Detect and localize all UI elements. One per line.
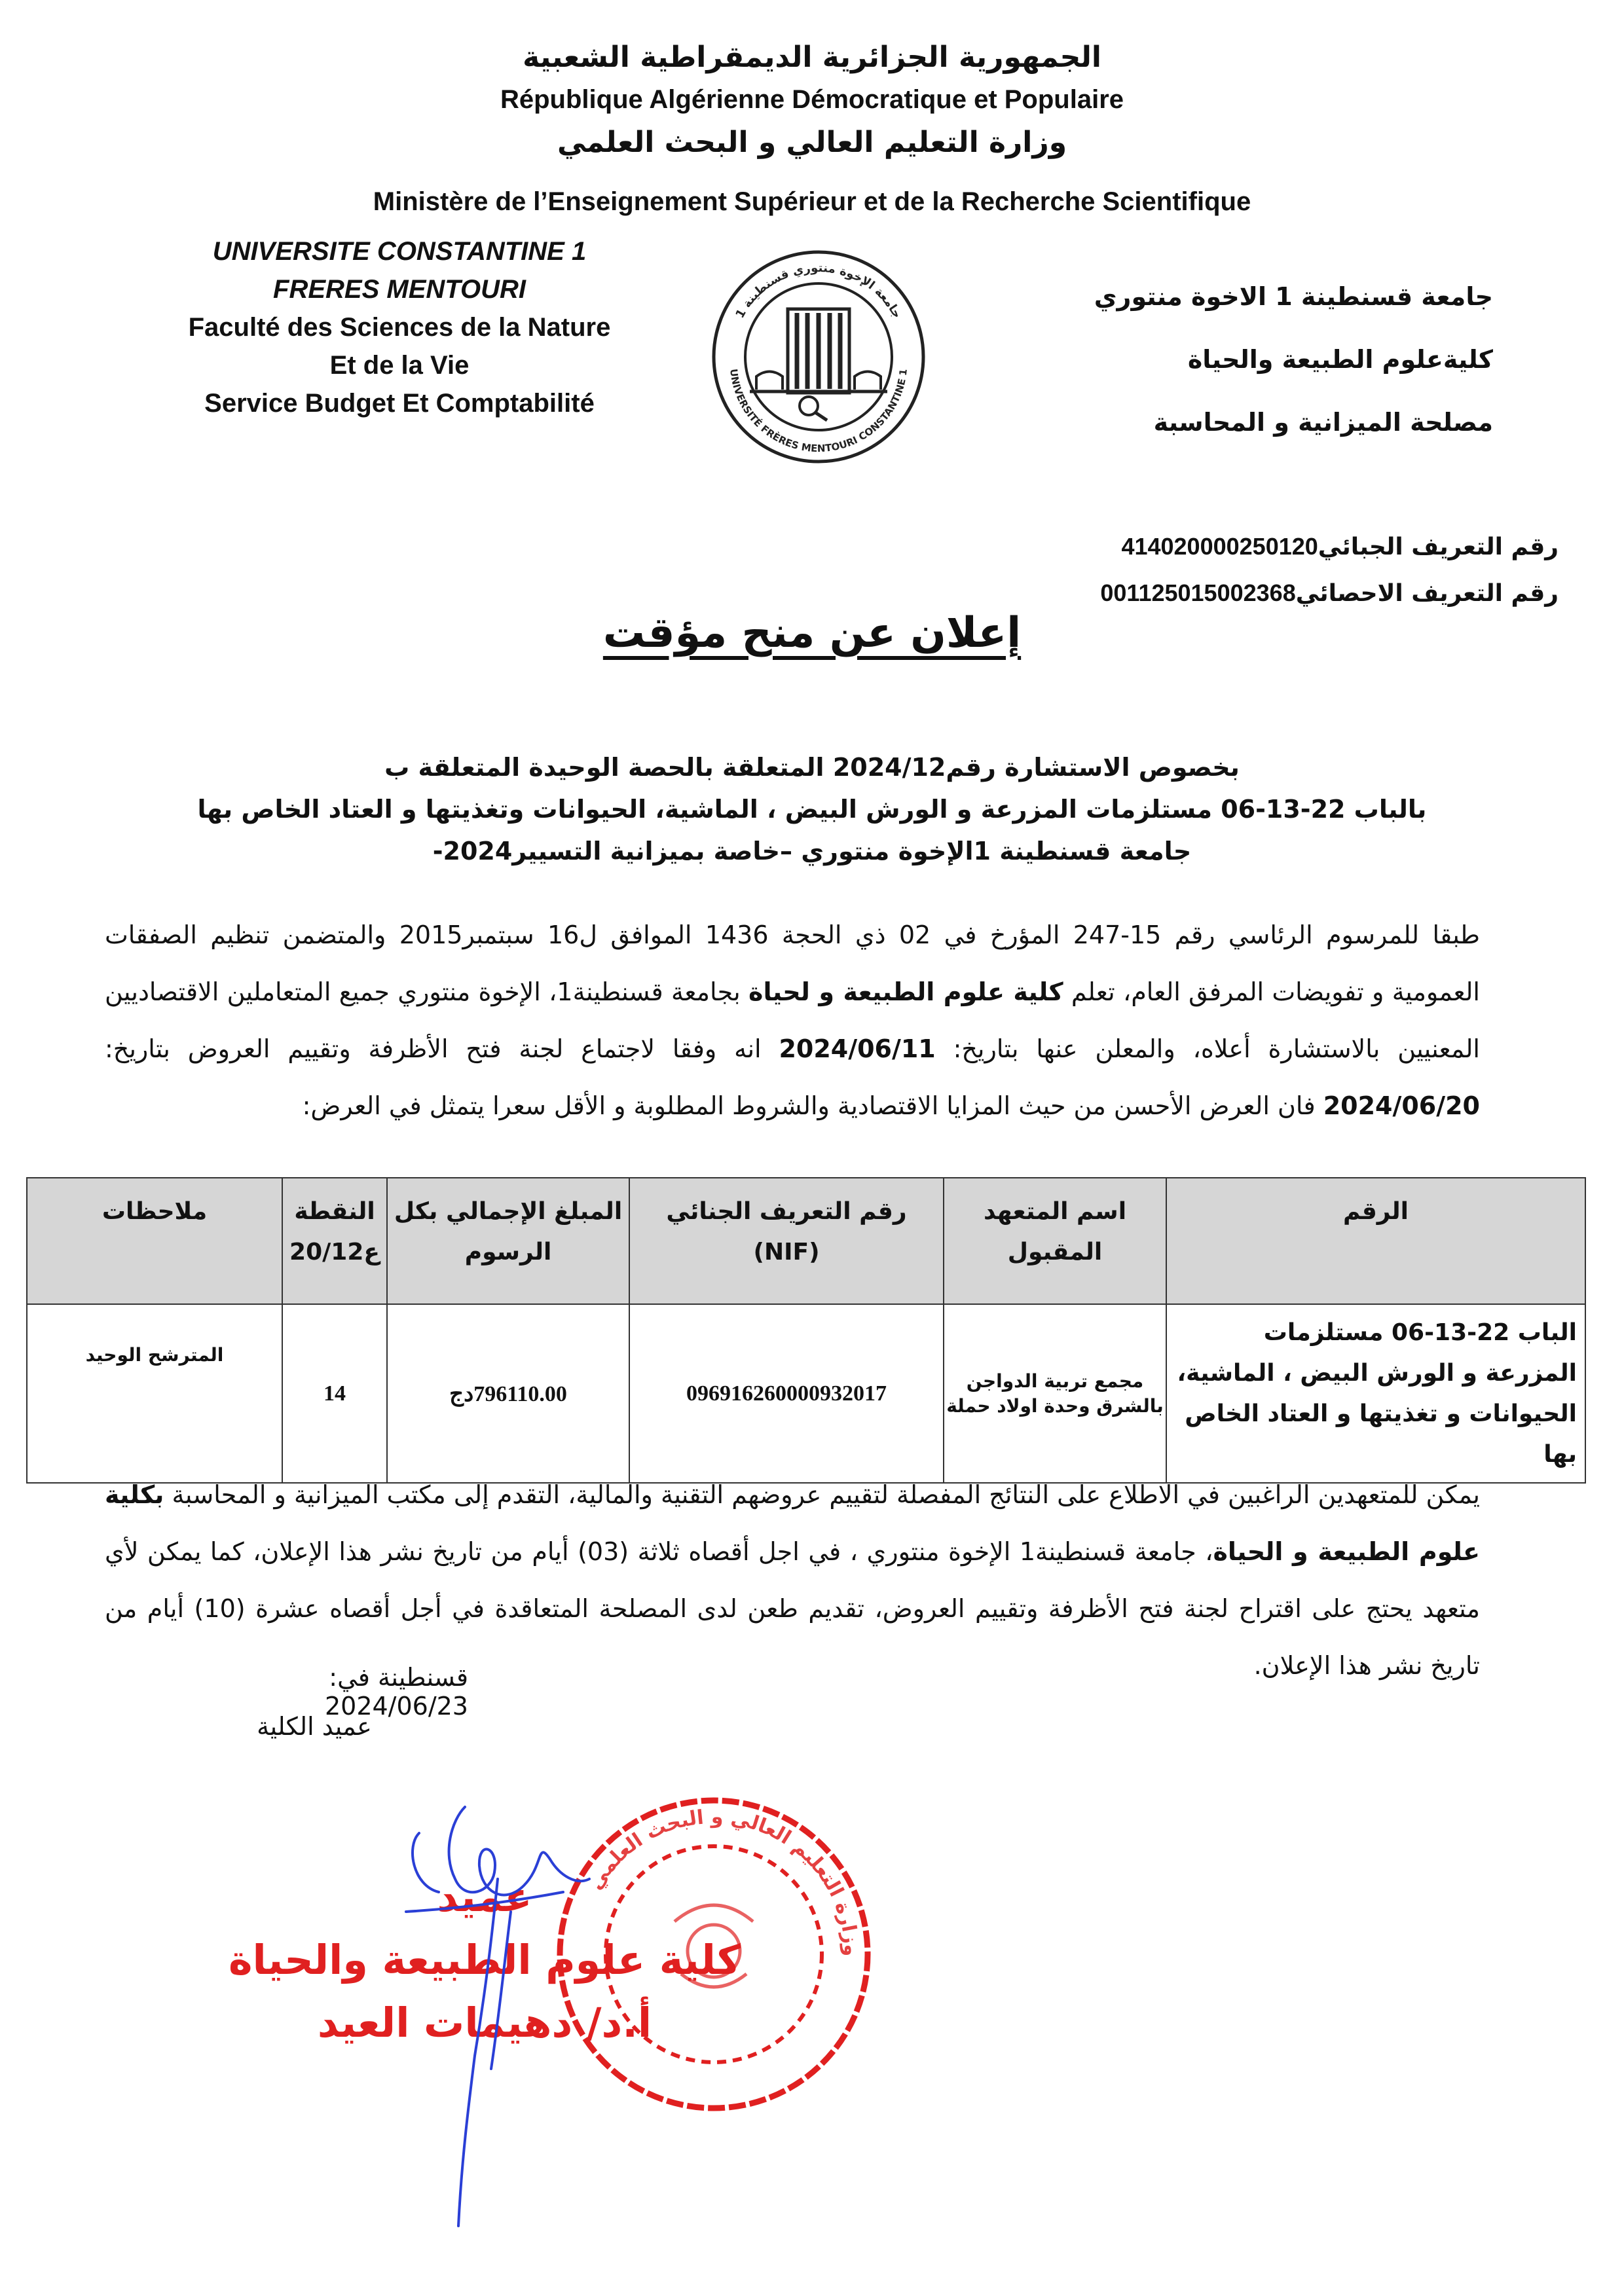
footer-text-1: يمكن للمتعهدين الراغبين في الاطلاع على النتائج المفصلة لتقييم عروضهم التقنية والمالية، التقدم إلى مكتب الميزانية و المحاسبة [164, 1480, 1480, 1509]
signatory-title: عميد الكلية [257, 1712, 372, 1741]
subject-block [131, 746, 1493, 872]
body-text-3: انه وفقا لاجتماع لجنة فتح الأظرفة وتقييم العروض بتاريخ: [105, 1034, 779, 1063]
cell-score: 14 [282, 1304, 387, 1483]
tax-id-label: رقم التعريف الجبائي [1318, 534, 1559, 560]
university-subname: FRERES MENTOURI [273, 275, 526, 304]
footer-paragraph [105, 1467, 1480, 1694]
footer-text-2: ، جامعة قسنطينة1 الإخوة منتوري ، في اجل أقصاه ثلاثة (03) أيام من تاريخ نشر هذا الإعلان، كما يمكن لأي متعهد يحتج على اقتراح لجنة فتح الأظرفة وتقييم العروض، تقديم طعن لدى المصلحة المتعاقدة في أجل أقصاه عشرة (10) أيام من تاريخ نشر هذا الإعلان. [105, 1537, 1480, 1680]
col-header-score: النقطة ع20/12 [282, 1178, 387, 1304]
institution-block-fr [151, 232, 648, 422]
service-name: Service Budget Et Comptabilité [204, 389, 595, 418]
cell-bidder: مجمع تربية الدواجن بالشرق وحدة اولاد حملة [944, 1304, 1166, 1483]
dean-stamp-name: أ.د/ دهيمات العيد [317, 1999, 652, 2047]
logo-ring-text-ar: جامعة الإخوة منتوري قسنطينة 1 [733, 261, 904, 321]
cell-nif: 096916260000932017 [629, 1304, 944, 1483]
stat-id-value: 001125015002368 [1100, 579, 1296, 606]
institution-block-ar [1087, 265, 1493, 454]
seal-ring-text: وزارة التعليم العالي و البحث العلمي [583, 1805, 863, 1957]
cell-amount: 796110.00دج [387, 1304, 629, 1483]
col-header-notes: ملاحظات [27, 1178, 282, 1304]
announcement-date: 2024/06/11 [779, 1034, 936, 1063]
stat-id-label: رقم التعريف الاحصائي [1295, 580, 1559, 607]
col-header-amount: المبلغ الإجمالي بكل الرسوم [387, 1178, 629, 1304]
cell-notes: المترشح الوحيد [27, 1304, 282, 1483]
body-text-2: بجامعة قسنطينة1، الإخوة منتوري جميع المتعاملين الاقتصاديين المعنيين بالاستشارة أعلاه، والمعلن عنها بتاريخ: [105, 977, 1480, 1063]
subject-line-1: بخصوص الاستشارة رقم2024/12 المتعلقة بالحصة الوحيدة المتعلقة ب [384, 753, 1240, 782]
tax-id-line [904, 524, 1559, 570]
col-header-nif: رقم التعريف الجنائي (NIF) [629, 1178, 944, 1304]
faculty-name-line1: Faculté des Sciences de la Nature [188, 313, 611, 342]
university-name: UNIVERSITE CONSTANTINE 1 [212, 237, 587, 266]
cell-lot: الباب 22-13-06 مستلزمات المزرعة و الورش البيض ، الماشية، الحيوانات و تغذيتها و العتاد الخاص بها [1166, 1304, 1585, 1483]
table-row [27, 1304, 1585, 1483]
faculty-name-ar: كليةعلوم الطبيعة والحياة [1187, 345, 1493, 374]
ministry-name-fr: Ministère de l’Enseignement Supérieur et de la Recherche Scientifique [373, 187, 1251, 216]
col-header-bidder: اسم المتعهد المقبول [944, 1178, 1166, 1304]
faculty-name-line2: Et de la Vie [329, 351, 470, 380]
document-title: إعلان عن منح مؤقت [602, 609, 1022, 657]
subject-line-2: بالباب 22-13-06 مستلزمات المزرعة و الورش البيض ، الماشية، الحيوانات وتغذيتها و العتاد الخاص بها [197, 795, 1427, 824]
award-table [26, 1177, 1586, 1484]
identification-numbers [904, 524, 1559, 617]
body-paragraph [105, 907, 1480, 1135]
place-and-date: قسنطينة في: 2024/06/23 [324, 1663, 468, 1721]
body-text-4: فان العرض الأحسن من حيث المزايا الاقتصادية والشروط المطلوبة و الأقل سعرا يتمثل في العرض: [302, 1091, 1323, 1120]
tax-id-value: 414020000250120 [1121, 533, 1318, 560]
university-logo [710, 249, 927, 465]
dean-stamp-title: عميد [437, 1873, 532, 1921]
subject-line-3: جامعة قسنطينة 1الإخوة منتوري –خاصة بميزانية التسيير2024- [432, 837, 1192, 866]
body-text-1: طبقا للمرسوم الرئاسي رقم 15-247 المؤرخ في 02 ذي الحجة 1436 الموافق ل16 سبتمبر2015 والمتضمن تنظيم الصفقات العمومية و تفويضات المرفق العام، تعلم [105, 920, 1480, 1006]
table-header-row [27, 1178, 1585, 1304]
dean-stamp-faculty: كلية علوم الطبيعة والحياة [228, 1936, 741, 1984]
ministry-name-ar: وزارة التعليم العالي و البحث العلمي [557, 126, 1067, 159]
col-header-lot: الرقم [1166, 1178, 1585, 1304]
evaluation-date: 2024/06/20 [1323, 1091, 1480, 1120]
service-name-ar: مصلحة الميزانية و المحاسبة [1153, 408, 1493, 437]
footer-faculty-bold: بكلية علوم الطبيعة و الحياة [105, 1480, 1480, 1566]
handwritten-signature [327, 1781, 602, 2239]
republic-name-ar: الجمهورية الجزائرية الديمقراطية الشعبية [523, 41, 1101, 74]
faculty-name-bold: كلية علوم الطبيعة و لحياة [748, 977, 1063, 1006]
university-name-ar: جامعة قسنطينة 1 الاخوة منتوري [1094, 282, 1493, 311]
logo-ring-text-fr: UNIVERSITÉ FRÈRES MENTOURI CONSTANTINE 1 [728, 368, 910, 455]
republic-name-fr: République Algérienne Démocratique et Populaire [500, 85, 1124, 114]
